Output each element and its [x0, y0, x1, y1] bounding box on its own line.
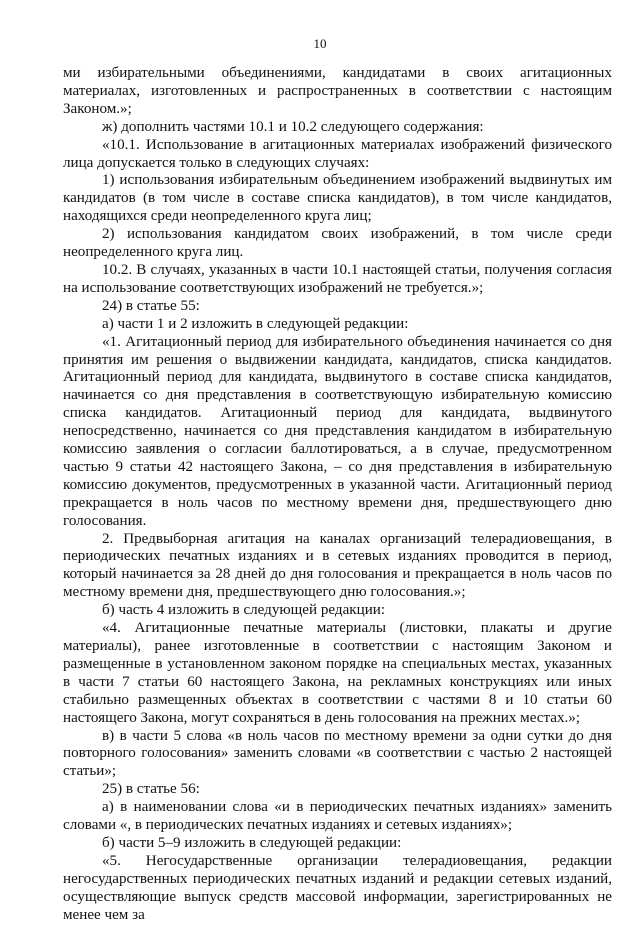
paragraph: «1. Агитационный период для избирательного объединения начинается со дня принятия им решения о выдвижении кандидата, кандидатов, списка кандидатов. Агитационный период для кандидата, выдвинутого в составе списка кандидатов, начинается со дня представления в соответствующую избирательную комиссию списка кандидатов. Агитационный период для кандидата, выдвинутого непосредственно, начинается со дня представления кандидатом в избирательную комиссию заявления о согласии баллотироваться, а в случае, предусмотренном частью 9 статьи 42 настоящего Закона, – со дня представления в избирательную комиссию документов, предусмотренных в указанной части. Агитационный период прекращается в ноль часов по местному времени дня, предшествующего дню голосования.: [63, 333, 612, 529]
document-body: [63, 65, 612, 925]
paragraph: б) часть 4 изложить в следующей редакции:: [102, 602, 386, 619]
paragraph: «5. Негосударственные организации телерадиовещания, редакции негосударственных периодических печатных изданий и редакции сетевых изданий, осуществляющие выпуск средств массовой информации, зарегистрированных не менее чем за: [63, 852, 612, 923]
paragraph: 10.2. В случаях, указанных в части 10.1 настоящей статьи, получения согласия на использование соответствующих изображений не требуется.»;: [63, 261, 612, 296]
paragraph: в) в части 5 слова «в ноль часов по местному времени за одни сутки до дня повторного голосования» заменить словами «в соответствии с частью 2 настоящей статьи»;: [63, 727, 612, 780]
page-number: 10: [313, 36, 327, 51]
paragraph: б) части 5–9 изложить в следующей редакции:: [102, 834, 402, 851]
paragraph: а) части 1 и 2 изложить в следующей редакции:: [102, 315, 409, 332]
paragraph: «4. Агитационные печатные материалы (листовки, плакаты и другие материалы), ранее изготовленные в соответствии с настоящим Законом и размещенные в установленном законом порядке на специальных местах, указанных в части 7 статьи 60 настоящего Закона, на рекламных конструкциях или иных стабильно размещенных объектах в соответствии с частями 8 и 10 статьи 60 настоящего Закона, могут сохраняться в день голосования на прежних местах.»;: [63, 620, 612, 726]
paragraph: ми избирательными объединениями, кандидатами в своих агитационных материалах, изготовленных и распространенных в соответствии с настоящим Законом.»;: [63, 65, 612, 117]
paragraph: 2) использования кандидатом своих изображений, в том числе среди неопределенного круга лиц.: [63, 226, 612, 261]
paragraph: 24) в статье 55:: [102, 297, 200, 314]
paragraph: 2. Предвыборная агитация на каналах организаций телерадиовещания, в периодических печатных изданиях и в сетевых изданиях проводится в период, который начинается за 28 дней до дня голосования и прекращается в ноль часов по местному времени дня, предшествующего дню голосования.»;: [63, 530, 612, 601]
paragraph: ж) дополнить частями 10.1 и 10.2 следующего содержания:: [102, 118, 484, 135]
paragraph: 1) использования избирательным объединением изображений выдвинутых им кандидатов (в том числе в составе списка кандидатов), в том числе кандидатов, находящихся среди неопределенного круга лиц;: [63, 172, 612, 225]
paragraph: 25) в статье 56:: [102, 781, 200, 798]
paragraph: а) в наименовании слова «и в периодических печатных изданиях» заменить словами «, в периодических печатных изданиях и сетевых изданиях»;: [63, 799, 612, 834]
paragraph: «10.1. Использование в агитационных материалах изображений физического лица допускается только в следующих случаях:: [63, 136, 612, 171]
